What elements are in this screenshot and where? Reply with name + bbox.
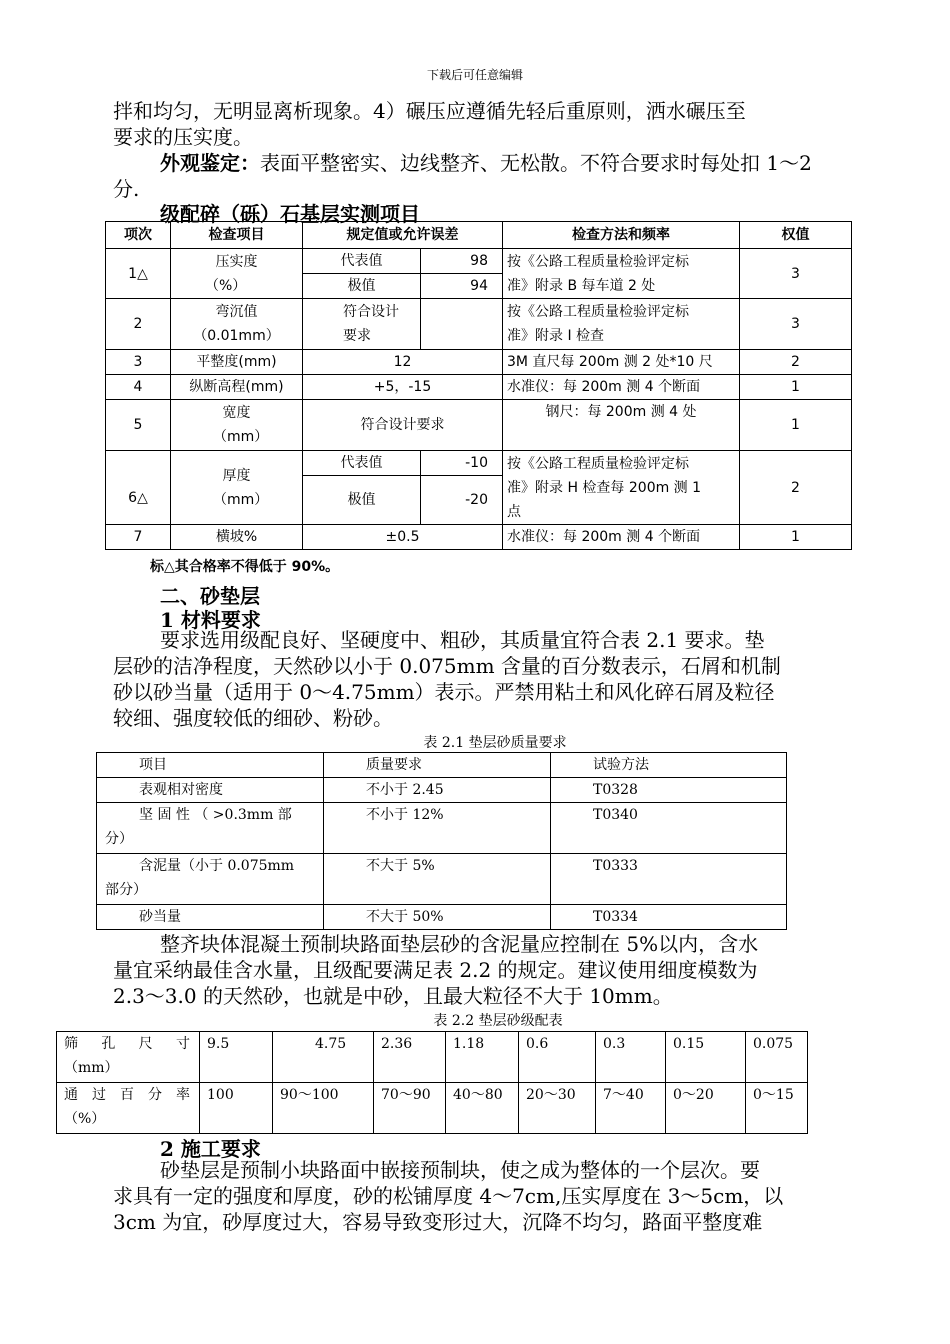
row4-spec: +5，-15 [303,375,503,400]
table-row [106,400,852,451]
sand-gradation-table [56,1031,808,1134]
paragraph-line: 求具有一定的强度和厚度，砂的松铺厚度 4～7cm,压实厚度在 3～5cm，以 [113,1184,784,1208]
passing-cell: 0～20 [666,1083,746,1134]
cell-test-method: T0334 [551,905,787,930]
row6-method: 按《公路工程质量检验评定标 准》附录 H 检查每 200m 测 1 点 [503,451,740,525]
row1-no: 1△ [106,249,171,299]
table-row [57,1032,808,1083]
row5-no: 5 [106,400,171,451]
header-spec: 规定值或允许误差 [303,222,503,249]
sieve-cell: 4.75 [273,1032,374,1083]
table-header-row [97,753,787,778]
row5-method: 钢尺：每 200m 测 4 处 [503,400,740,451]
sieve-size-label: 筛 孔 尺 寸 （mm） [57,1032,200,1083]
table-row [97,905,787,930]
cell-item: 表观相对密度 [97,778,324,803]
base-layer-inspection-table [105,221,852,550]
paragraph-line: 砂以砂当量（适用于 0～4.75mm）表示。严禁用粘土和风化碎石屑及粒径 [113,680,775,704]
table-row [106,451,852,476]
table-row [97,854,787,905]
appearance-label: 外观鉴定： [160,151,260,175]
table-row [57,1083,808,1134]
appearance-paragraph [160,150,812,176]
row1-item: 压实度 （%） [171,249,303,299]
table-row [106,350,852,375]
row7-weight: 1 [740,525,852,550]
paragraph-line: 层砂的洁净程度，天然砂以小于 0.075mm 含量的百分数表示，石屑和机制 [113,654,781,678]
cell-test-method: T0333 [551,854,787,905]
passing-cell: 40～80 [446,1083,519,1134]
intro-line-1: 拌和均匀，无明显离析现象。4）碾压应遵循先轻后重原则，洒水碾压至 [113,99,746,123]
row6-no: 6△ [106,451,171,525]
row3-weight: 2 [740,350,852,375]
row6-lim-label: 极值 [303,476,421,525]
table-row [106,375,852,400]
header-method: 检查方法和频率 [503,222,740,249]
header-item: 项目 [97,753,324,778]
row6-weight: 2 [740,451,852,525]
row3-method: 3M 直尺每 200m 测 2 处*10 尺 [503,350,740,375]
row7-method: 水准仪：每 200m 测 4 个断面 [503,525,740,550]
header-test-method: 试验方法 [551,753,787,778]
paragraph-line: 量宜采纳最佳含水量，且级配要满足表 2.2 的规定。建议使用细度模数为 [113,958,758,982]
table1-title: 级配碎（砾）石基层实测项目 [160,202,420,226]
row6-item: 厚度 （mm） [171,451,303,525]
cell-requirement: 不大于 50% [324,905,551,930]
intro-line-2: 要求的压实度。 [113,125,253,149]
row3-item: 平整度(mm) [171,350,303,375]
row6-rep-label: 代表值 [303,451,421,476]
page-header: 下载后可任意编辑 [426,68,523,82]
passing-cell: 100 [200,1083,273,1134]
table-row [97,778,787,803]
sieve-cell: 2.36 [374,1032,446,1083]
paragraph-line: 2.3～3.0 的天然砂，也就是中砂，且最大粒径不大于 10mm。 [113,984,673,1008]
table3-caption: 表 2.2 垫层砂级配表 [433,1013,563,1029]
cell-requirement: 不小于 2.45 [324,778,551,803]
header-no: 项次 [106,222,171,249]
row7-spec: ±0.5 [303,525,503,550]
paragraph-line: 3cm 为宜，砂厚度过大，容易导致变形过大，沉降不均匀，路面平整度难 [113,1210,763,1234]
table-row [97,803,787,854]
paragraph-line: 较细、强度较低的细砂、粉砂。 [113,706,393,730]
sieve-cell: 0.6 [519,1032,596,1083]
sieve-cell: 0.3 [596,1032,666,1083]
table-row [106,525,852,550]
header-requirement: 质量要求 [324,753,551,778]
row2-no: 2 [106,299,171,350]
appearance-text: 表面平整密实、边线整齐、无松散。不符合要求时每处扣 1～2 [260,151,812,175]
row1-lim-value: 94 [421,274,503,299]
sand-quality-table [96,752,787,930]
cell-test-method: T0340 [551,803,787,854]
sieve-cell: 0.15 [666,1032,746,1083]
table2-caption: 表 2.1 垫层砂质量要求 [423,735,567,751]
table-row [106,299,852,350]
passing-cell: 70～90 [374,1083,446,1134]
row5-spec: 符合设计要求 [303,400,503,451]
sieve-cell: 9.5 [200,1032,273,1083]
row1-rep-value: 98 [421,249,503,274]
paragraph-line: 要求选用级配良好、坚硬度中、粗砂，其质量宜符合表 2.1 要求。垫 [160,628,765,652]
row2-spec-empty [421,299,503,350]
row2-spec: 符合设计 要求 [303,299,421,350]
row5-item: 宽度 （mm） [171,400,303,451]
cell-requirement: 不大于 5% [324,854,551,905]
row2-method: 按《公路工程质量检验评定标 准》附录 I 检查 [503,299,740,350]
passing-cell: 0～15 [746,1083,808,1134]
row7-no: 7 [106,525,171,550]
row4-item: 纵断高程(mm) [171,375,303,400]
row4-weight: 1 [740,375,852,400]
section-title: 二、砂垫层 [160,584,260,608]
row6-lim-value: -20 [421,476,503,525]
table-header-row [106,222,852,249]
passing-rate-label: 通 过 百 分 率 （%） [57,1083,200,1134]
cell-item: 坚 固 性 （ >0.3mm 部 分） [97,803,324,854]
passing-cell: 20～30 [519,1083,596,1134]
cell-requirement: 不小于 12% [324,803,551,854]
row3-spec: 12 [303,350,503,375]
paragraph-line: 整齐块体混凝土预制块路面垫层砂的含泥量应控制在 5%以内，含水 [160,932,759,956]
appearance-line-2: 分. [113,177,140,201]
row2-item: 弯沉值 （0.01mm） [171,299,303,350]
row7-item: 横坡% [171,525,303,550]
table1-note: 标△其合格率不得低于 90%。 [150,559,340,575]
paragraph-line: 砂垫层是预制小块路面中嵌接预制块，使之成为整体的一个层次。要 [160,1158,760,1182]
cell-item: 砂当量 [97,905,324,930]
sieve-cell: 1.18 [446,1032,519,1083]
row2-weight: 3 [740,299,852,350]
row1-rep-label: 代表值 [303,249,421,274]
row6-rep-value: -10 [421,451,503,476]
row4-method: 水准仪：每 200m 测 4 个断面 [503,375,740,400]
row4-no: 4 [106,375,171,400]
construction-requirements-heading: 2 施工要求 [160,1137,261,1161]
row5-weight: 1 [740,400,852,451]
material-requirements-heading: 1 材料要求 [160,608,261,632]
cell-item: 含泥量（小于 0.075mm 部分） [97,854,324,905]
table-row [106,249,852,274]
cell-test-method: T0328 [551,778,787,803]
passing-cell: 90～100 [273,1083,374,1134]
row1-lim-label: 极值 [303,274,421,299]
row3-no: 3 [106,350,171,375]
header-weight: 权值 [740,222,852,249]
sieve-cell: 0.075 [746,1032,808,1083]
passing-cell: 7～40 [596,1083,666,1134]
row1-method: 按《公路工程质量检验评定标 准》附录 B 每车道 2 处 [503,249,740,299]
row1-weight: 3 [740,249,852,299]
header-item: 检查项目 [171,222,303,249]
